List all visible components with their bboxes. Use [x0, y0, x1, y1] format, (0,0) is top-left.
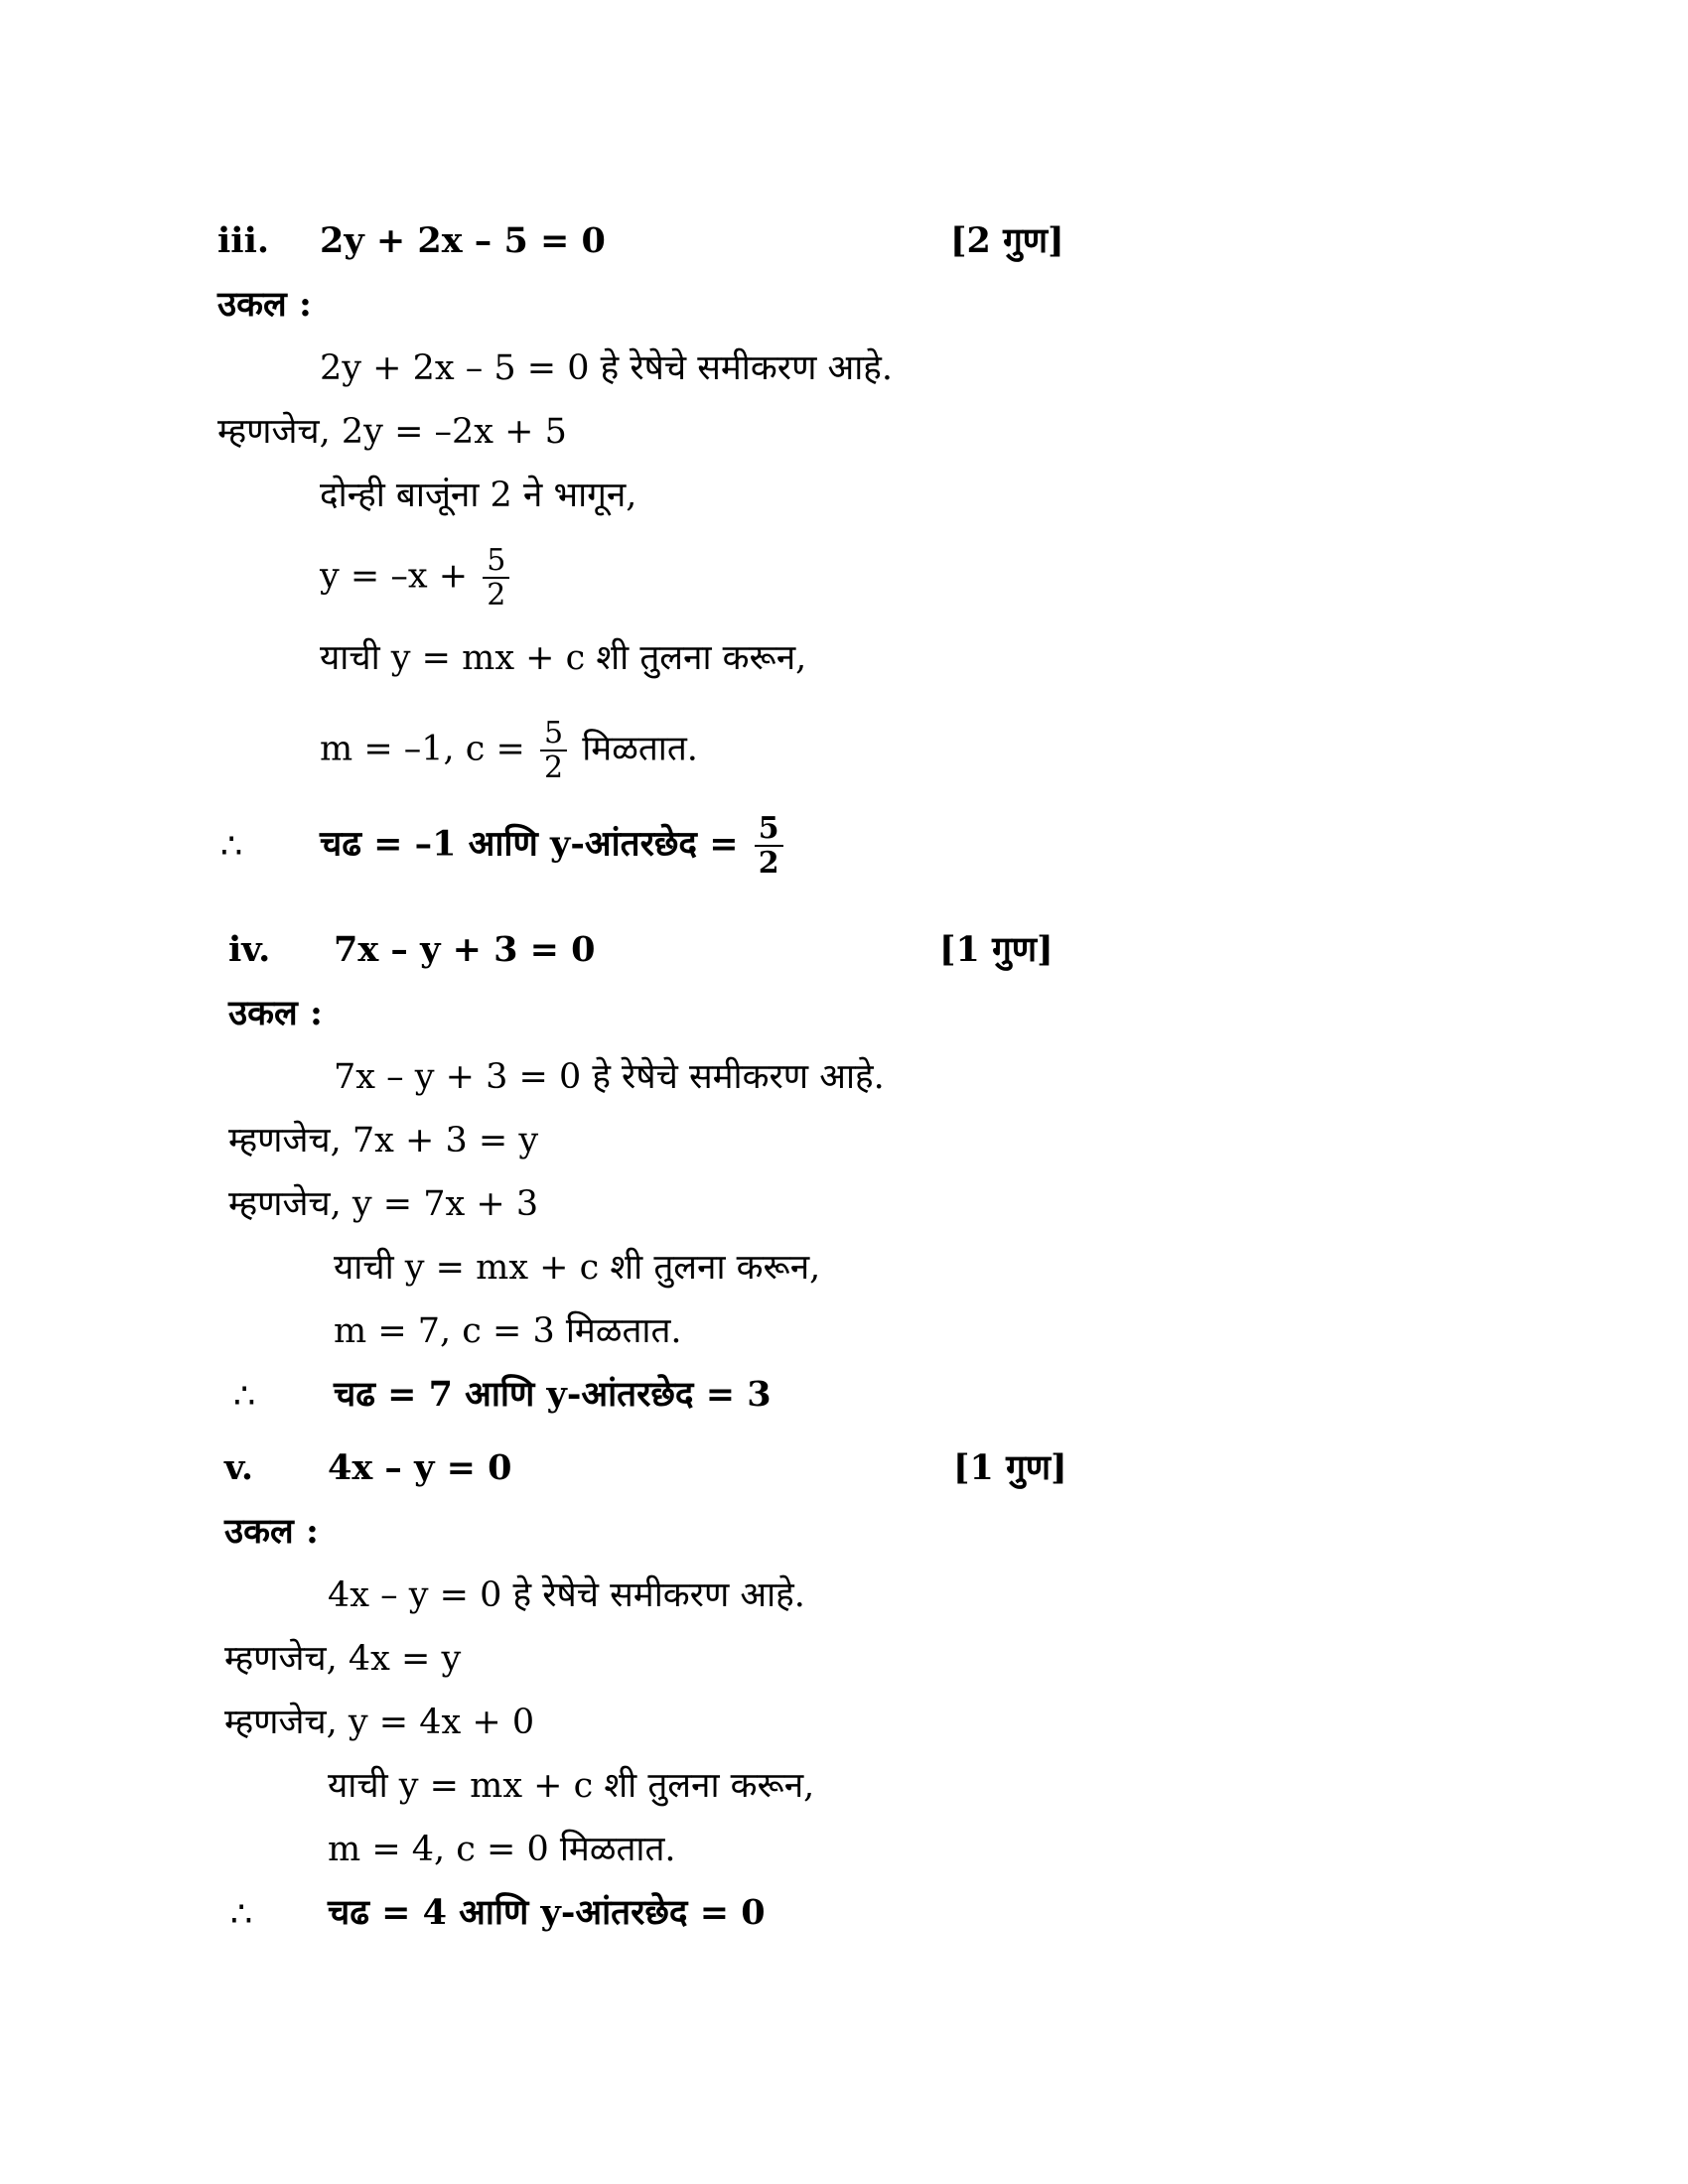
question-equation-iv: 7x – y + 3 = 0 [334, 929, 596, 970]
fraction-denominator: 2 [487, 578, 506, 613]
solution-line-iii-1: 2y + 2x – 5 = 0 हे रेषेचे समीकरण आहे. [320, 348, 893, 388]
question-equation-v: 4x – y = 0 [328, 1447, 512, 1488]
question-number-iv: iv. [228, 929, 271, 970]
solution-line-iii-6-text: m = –1, c = [320, 729, 525, 769]
solution-line-iii-5: याची y = mx + c शी तुलना करून, [320, 638, 807, 678]
fraction-numerator: 5 [483, 544, 509, 579]
solution-line-iii-4-text: y = –x + [320, 556, 469, 597]
question-marks-v: [1 गुण] [953, 1447, 1067, 1488]
solution-line-v-5: m = 4, c = 0 मिळतात. [328, 1830, 676, 1869]
conclusion-iii [320, 812, 787, 880]
fraction-numerator: 5 [540, 717, 567, 751]
solution-line-iii-6 [320, 717, 698, 784]
solution-line-iv-3: म्हणजेच, y = 7x + 3 [228, 1184, 539, 1224]
solution-line-iii-3: दोन्ही बाजूंना 2 ने भागून, [320, 476, 637, 515]
solution-label-v: उकल : [224, 1511, 319, 1552]
conclusion-v: चढ = 4 आणि y-आंतरछेद = 0 [328, 1892, 766, 1933]
solution-line-v-1: 4x – y = 0 हे रेषेचे समीकरण आहे. [328, 1575, 805, 1615]
question-equation-iii: 2y + 2x – 5 = 0 [320, 220, 606, 261]
solution-line-v-3: म्हणजेच, y = 4x + 0 [224, 1703, 535, 1742]
solution-line-iii-2: म्हणजेच, 2y = –2x + 5 [217, 412, 567, 452]
fraction-denominator: 2 [758, 846, 779, 881]
therefore-symbol: ∴ [230, 1895, 253, 1935]
solution-line-iii-6-suffix: मिळतात. [582, 729, 698, 769]
solution-line-iv-4: याची y = mx + c शी तुलना करून, [334, 1248, 821, 1288]
solution-line-v-4: याची y = mx + c शी तुलना करून, [328, 1766, 815, 1806]
question-number-v: v. [224, 1447, 254, 1488]
fraction-five-halves [755, 812, 783, 880]
therefore-symbol: ∴ [233, 1377, 256, 1417]
solution-label-iv: उकल : [228, 993, 323, 1033]
fraction-five-halves [483, 544, 509, 612]
question-number-iii: iii. [217, 220, 270, 261]
therefore-symbol: ∴ [220, 827, 243, 867]
conclusion-iii-text: चढ = –1 आणि y-आंतरछेद = [320, 823, 739, 865]
question-marks-iv: [1 गुण] [939, 929, 1054, 970]
solution-label-iii: उकल : [217, 284, 312, 325]
question-marks-iii: [2 गुण] [950, 220, 1064, 261]
fraction-denominator: 2 [543, 751, 564, 785]
fraction-five-halves [540, 717, 567, 784]
solution-line-iv-2: म्हणजेच, 7x + 3 = y [228, 1121, 539, 1160]
solution-line-iv-5: m = 7, c = 3 मिळतात. [334, 1311, 682, 1351]
conclusion-iv: चढ = 7 आणि y-आंतरछेद = 3 [334, 1374, 772, 1415]
solution-line-iii-4 [320, 544, 513, 612]
solution-line-iv-1: 7x – y + 3 = 0 हे रेषेचे समीकरण आहे. [334, 1057, 885, 1097]
solution-line-v-2: म्हणजेच, 4x = y [224, 1639, 462, 1679]
fraction-numerator: 5 [755, 812, 783, 847]
